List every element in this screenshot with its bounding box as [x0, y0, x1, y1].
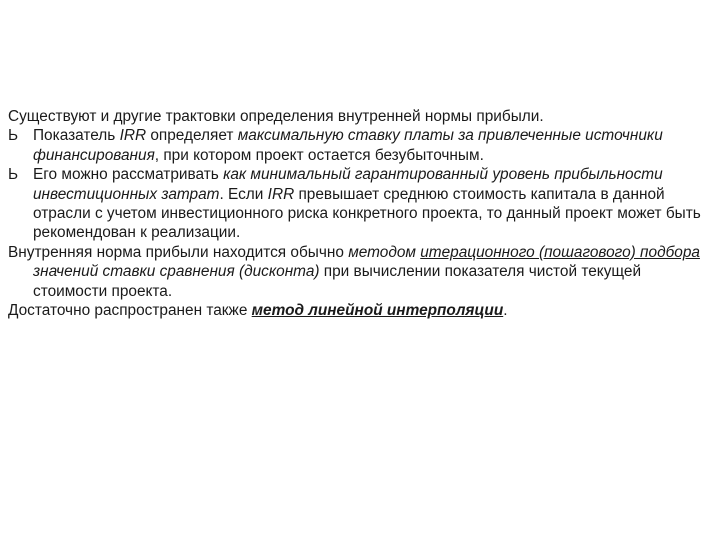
interpolation-text-a: Достаточно распространен также: [8, 302, 252, 320]
method-text-b: при вычислении показателя чистой текущей стоимости проекта.: [33, 263, 642, 300]
bullet-text-1: [33, 126, 708, 165]
bullet2-text-a: Его можно рассматривать: [33, 166, 224, 184]
bullet-marker: Ь: [8, 166, 19, 184]
bullet2-text-c: превышает среднюю стоимость капитала в данной отрасли с учетом инвестиционного риска конкретного проекта, то данный проект может быть рекомендован к реализации.: [33, 185, 701, 242]
bullet1-text-c: , при котором проект остается безубыточным.: [154, 146, 484, 164]
bullet-item-2: [8, 165, 708, 243]
method-text-a: Внутренняя норма прибыли находится обычно: [8, 243, 349, 261]
interpolation-period: .: [503, 302, 508, 320]
linear-interpolation-term: метод линейной интерполяции: [251, 302, 504, 320]
discount-rate-term: значений ставки сравнения (дисконта): [33, 263, 320, 281]
bullet1-text-b: определяет: [146, 127, 238, 145]
bullet2-irr-term: IRR: [267, 185, 295, 203]
bullet1-irr-term: IRR: [119, 127, 147, 145]
bullet1-text-a: Показатель: [33, 127, 120, 145]
bullet-marker: Ь: [8, 127, 19, 145]
bullet2-emphasis: как минимальный гарантированный уровень прибыльности инвестиционных затрат: [33, 166, 663, 203]
method-word: методом: [348, 243, 421, 261]
interpolation-paragraph: [8, 301, 708, 320]
bullet-text-2: [33, 165, 708, 243]
method-paragraph: [8, 243, 708, 301]
intro-paragraph: [8, 107, 708, 126]
iteration-method-term: итерационного (пошагового) подбора: [420, 243, 700, 261]
intro-text: Существуют и другие трактовки определения внутренней нормы прибыли.: [8, 108, 544, 125]
slide-content: [8, 107, 708, 320]
bullet2-text-b: . Если: [219, 185, 268, 203]
bullet1-emphasis: максимальную ставку платы за привлеченные источники финансирования: [33, 127, 663, 164]
bullet-item-1: [8, 126, 708, 165]
